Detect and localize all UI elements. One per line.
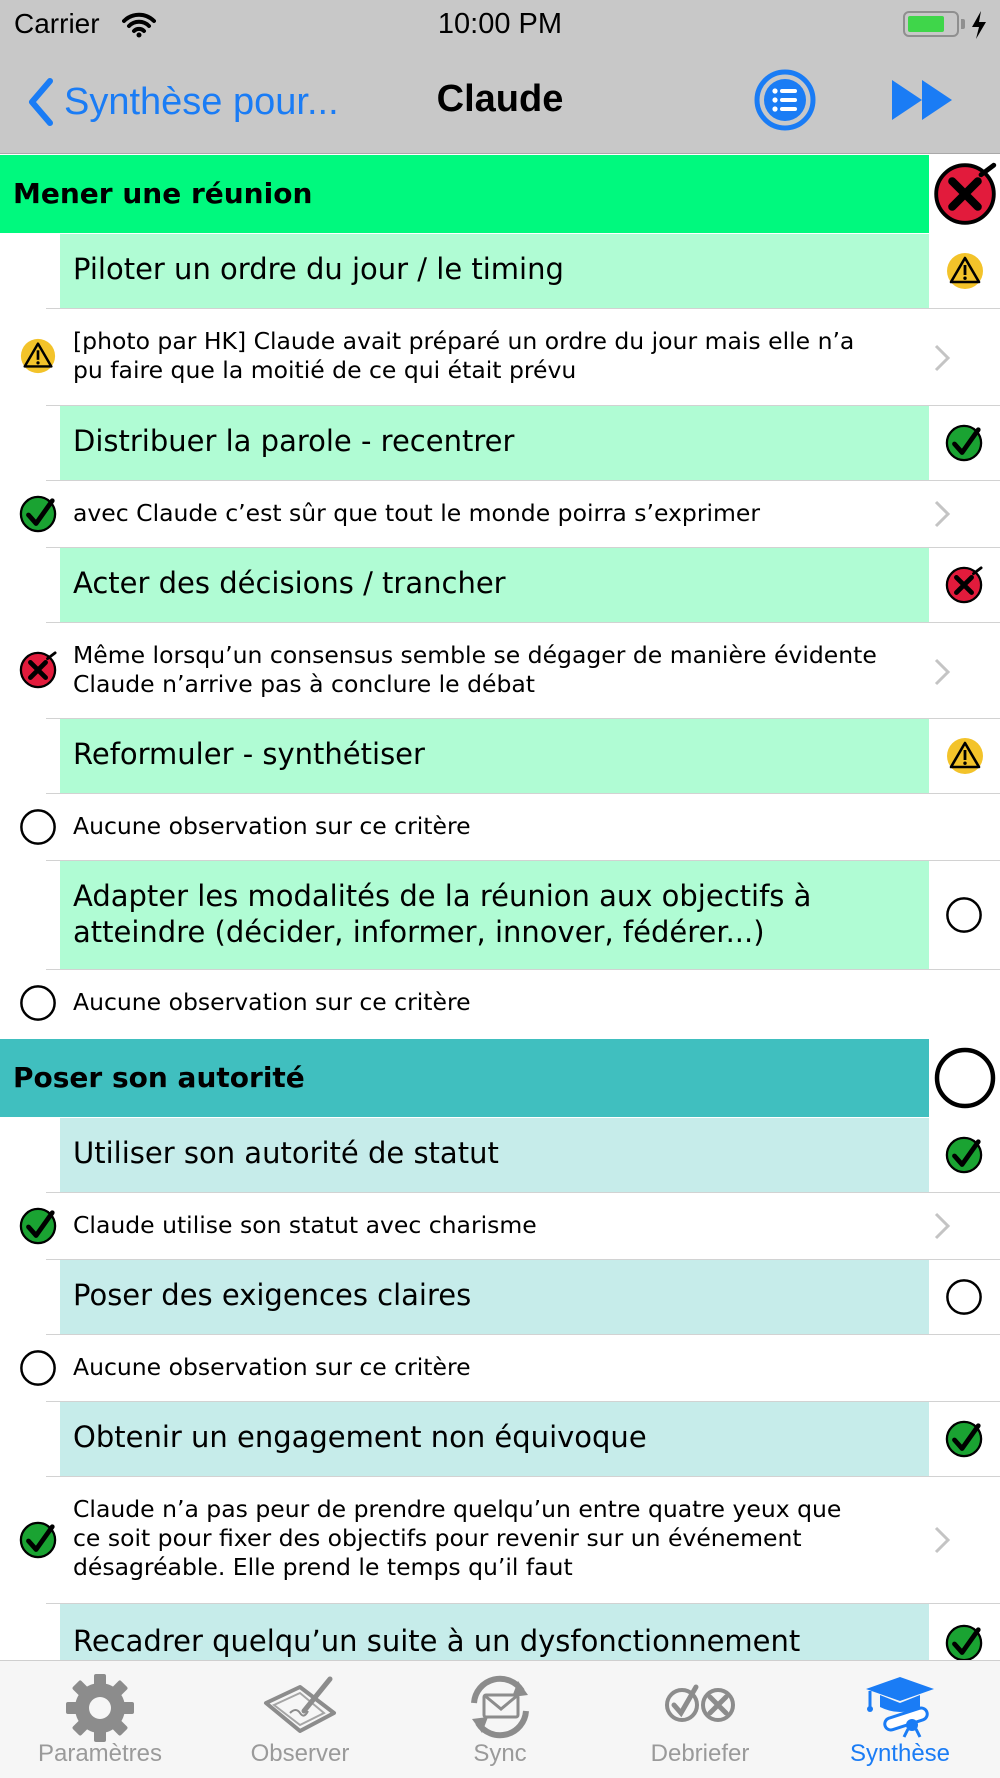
observation-line: Claude n’a pas peur de prendre quelqu’un entre quatre yeux que [73, 1495, 842, 1523]
empty-circle-icon [19, 808, 57, 850]
section-status-ko-icon [933, 162, 997, 230]
section-title: Mener une réunion [13, 177, 313, 210]
observation-row[interactable] [0, 1477, 1000, 1603]
back-button-label: Synthèse pour... [64, 80, 339, 123]
graduation-cap-icon [800, 1673, 1000, 1739]
criterion-label: Recadrer quelqu’un suite à un dysfonctionnement [73, 1624, 801, 1658]
criterion-row[interactable] [0, 1260, 1000, 1334]
warning-icon [945, 251, 985, 295]
battery-icon [903, 11, 959, 37]
tab-observer[interactable] [200, 1661, 400, 1778]
check-icon [945, 1624, 983, 1660]
criterion-label [73, 878, 903, 950]
empty-circle-icon [19, 984, 57, 1026]
observation-line: avec Claude c’est sûr que tout le monde poirra s’exprimer [73, 499, 761, 527]
section-header-poser-autorite[interactable] [0, 1039, 1000, 1117]
cross-icon [945, 566, 983, 608]
synthesis-list[interactable] [0, 155, 1000, 1660]
empty-circle-icon [945, 1278, 983, 1320]
tab-label: Synthèse [849, 1740, 951, 1767]
check-icon [945, 1420, 983, 1462]
criterion-label: Obtenir un engagement non équivoque [73, 1420, 647, 1454]
observation-text [73, 988, 913, 1017]
observation-line: ce soit pour fixer des objectifs pour revenir sur un événement [73, 1524, 802, 1552]
charging-bolt-icon [970, 10, 988, 40]
tab-bar [0, 1660, 1000, 1778]
observation-row [0, 970, 1000, 1037]
criterion-row[interactable] [0, 1402, 1000, 1476]
empty-circle-icon [933, 1046, 997, 1114]
criterion-row[interactable] [0, 406, 1000, 480]
sync-mail-icon [400, 1673, 600, 1739]
observation-line: Claude utilise son statut avec charisme [73, 1211, 537, 1239]
battery-level [908, 16, 944, 32]
observation-text [73, 1353, 913, 1382]
observation-row[interactable] [0, 1193, 1000, 1260]
criterion-label: Reformuler - synthétiser [73, 737, 425, 771]
tab-parametres[interactable] [0, 1661, 200, 1778]
cross-icon [19, 651, 57, 693]
disclosure-chevron-icon [932, 343, 952, 373]
warning-icon [19, 337, 57, 379]
section-header-mener-reunion[interactable] [0, 155, 1000, 233]
check-icon [945, 424, 983, 466]
observation-text [73, 499, 913, 528]
disclosure-chevron-icon [932, 657, 952, 687]
list-button[interactable] [753, 68, 817, 132]
check-cross-icon [600, 1673, 800, 1733]
battery-tip [961, 19, 965, 29]
observation-text [73, 327, 913, 385]
observation-row[interactable] [0, 481, 1000, 548]
check-icon [19, 1521, 57, 1563]
criterion-label-line: Adapter les modalités de la réunion aux objectifs à [73, 879, 812, 913]
fast-forward-button[interactable] [890, 78, 954, 122]
empty-circle-icon [945, 896, 983, 938]
observation-line: Même lorsqu’un consensus semble se dégager de manière évidente [73, 641, 877, 669]
tab-label: Observer [250, 1740, 350, 1767]
criterion-label: Acter des décisions / trancher [73, 566, 506, 600]
tab-label: Debriefer [650, 1740, 750, 1767]
criterion-row[interactable] [0, 861, 1000, 969]
observation-text [73, 1495, 913, 1582]
observation-row[interactable] [0, 309, 1000, 405]
criterion-label: Utiliser son autorité de statut [73, 1136, 499, 1170]
back-button[interactable] [28, 72, 339, 132]
status-time: 10:00 PM [437, 8, 563, 40]
criterion-row[interactable] [0, 1604, 1000, 1660]
criterion-label: Piloter un ordre du jour / le timing [73, 252, 564, 286]
tab-label: Paramètres [37, 1740, 163, 1767]
observation-line: Aucune observation sur ce critère [73, 988, 471, 1016]
observation-text [73, 1211, 913, 1240]
criterion-row[interactable] [0, 548, 1000, 622]
observation-line: Claude n’arrive pas à conclure le débat [73, 670, 535, 698]
status-bar [0, 0, 1000, 50]
tab-synthese[interactable] [800, 1661, 1000, 1778]
criterion-label-line: atteindre (décider, informer, innover, fédérer...) [73, 915, 765, 949]
observation-text [73, 641, 913, 699]
check-icon [19, 495, 57, 537]
empty-circle-icon [19, 1349, 57, 1391]
navigation-bar [0, 50, 1000, 154]
section-title: Poser son autorité [13, 1061, 305, 1094]
carrier-label: Carrier [14, 8, 100, 39]
observation-row [0, 1335, 1000, 1402]
tablet-pen-icon [200, 1673, 400, 1737]
tab-sync[interactable] [400, 1661, 600, 1778]
criterion-row[interactable] [0, 234, 1000, 308]
check-icon [19, 1207, 57, 1249]
observation-line: [photo par HK] Claude avait préparé un ordre du jour mais elle n’a [73, 327, 855, 355]
criterion-row[interactable] [0, 719, 1000, 793]
disclosure-chevron-icon [932, 1211, 952, 1241]
observation-line: désagréable. Elle prend le temps qu’il faut [73, 1553, 573, 1581]
observation-line: Aucune observation sur ce critère [73, 1353, 471, 1381]
page-title: Claude [436, 78, 564, 120]
observation-line: Aucune observation sur ce critère [73, 812, 471, 840]
tab-debriefer[interactable] [600, 1661, 800, 1778]
observation-line: pu faire que la moitié de ce qui était prévu [73, 356, 577, 384]
observation-text [73, 812, 913, 841]
criterion-row[interactable] [0, 1118, 1000, 1192]
disclosure-chevron-icon [932, 1525, 952, 1555]
check-icon [945, 1136, 983, 1178]
criterion-label: Poser des exigences claires [73, 1278, 472, 1312]
gear-icon [0, 1673, 200, 1743]
chevron-left-icon [28, 78, 54, 126]
warning-icon [945, 736, 985, 780]
tab-label: Sync [473, 1740, 527, 1767]
observation-row [0, 794, 1000, 861]
criterion-label: Distribuer la parole - recentrer [73, 424, 515, 458]
observation-row[interactable] [0, 623, 1000, 718]
disclosure-chevron-icon [932, 499, 952, 529]
